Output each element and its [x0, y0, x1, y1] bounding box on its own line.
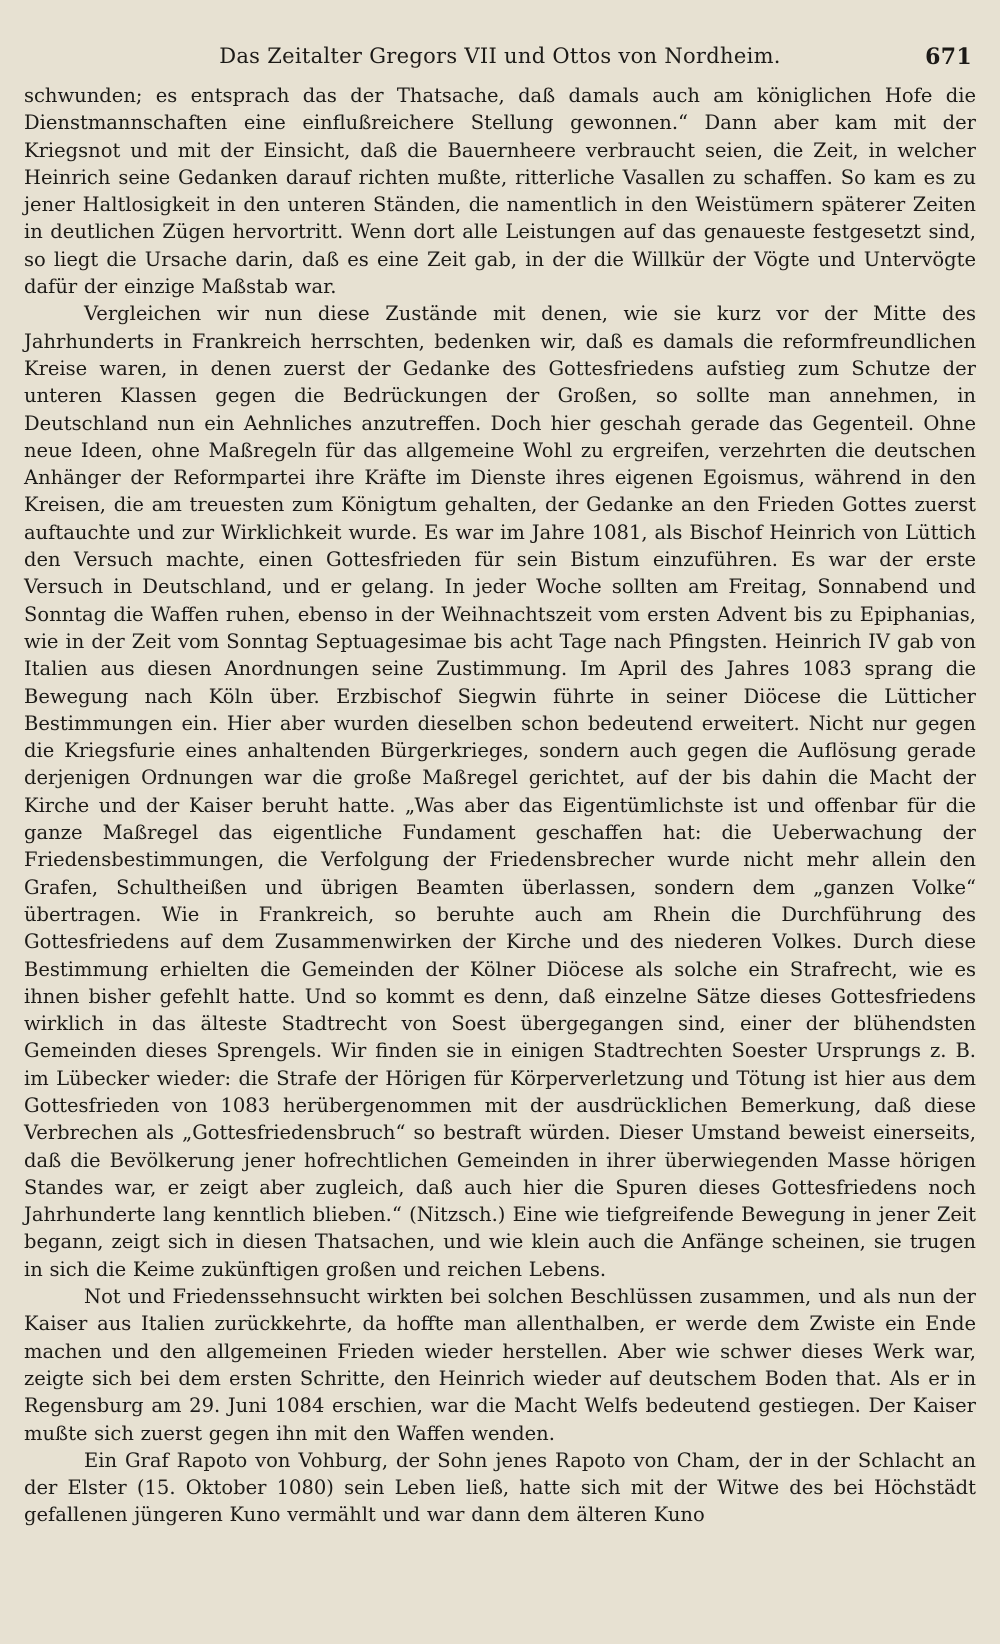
running-header: [24, 38, 976, 78]
text-body: [24, 82, 976, 1529]
paragraph-gottesfrieden: Vergleichen wir nun diese Zustände mit denen, wie sie kurz vor der Mitte des Jahrhunderts in Frankreich herrschten, bedenken wir, daß es damals die reformfreundlichen Kreise waren, in denen zuerst der Gedanke des Gottesfriedens aufstieg zum Schutze der unteren Klassen gegen die Bedrückungen der Großen, so sollte man annehmen, in Deutschland nun ein Aehnliches anzutreffen. Doch hier geschah gerade das Gegenteil. Ohne neue Ideen, ohne Maßregeln für das allgemeine Wohl zu ergreifen, verzehrten die deutschen Anhänger der Reformpartei ihre Kräfte im Dienste ihres eigenen Egoismus, während in den Kreisen, die am treuesten zum Königtum gehalten, der Gedanke an den Frieden Gottes zuerst auftauchte und zur Wirklichkeit wurde. Es war im Jahre 1081, als Bischof Heinrich von Lüttich den Versuch machte, einen Gottesfrieden für sein Bistum einzuführen. Es war der erste Versuch in Deutschland, und er gelang. In jeder Woche sollten am Freitag, Sonnabend und Sonntag die Waffen ruhen, ebenso in der Weihnachtszeit vom ersten Advent bis zu Epiphanias, wie in der Zeit vom Sonntag Septuagesimae bis acht Tage nach Pfingsten. Heinrich IV gab von Italien aus diesen Anordnungen seine Zustimmung. Im April des Jahres 1083 sprang die Bewegung nach Köln über. Erzbischof Siegwin führte in seiner Diöcese die Lütticher Bestimmungen ein. Hier aber wurden dieselben schon bedeutend erweitert. Nicht nur gegen die Kriegsfurie eines anhaltenden Bürgerkrieges, sondern auch gegen die Auflösung gerade derjenigen Ordnungen war die große Maßregel gerichtet, auf der bis dahin die Macht der Kirche und der Kaiser beruht hatte. „Was aber das Eigentümlichste ist und offenbar für die ganze Maßregel das eigentliche Fundament geschaffen hat: die Ueberwachung der Friedensbestimmungen, die Verfolgung der Friedensbrecher wurde nicht mehr allein den Grafen, Schultheißen und übrigen Beamten überlassen, sondern dem „ganzen Volke“ übertragen. Wie in Frankreich, so beruhte auch am Rhein die Durchführung des Gottesfriedens auf dem Zusammenwirken der Kirche und des niederen Volkes. Durch diese Bestimmung erhielten die Gemeinden der Kölner Diöcese als solche ein Strafrecht, wie es ihnen bisher gefehlt hatte. Und so kommt es denn, daß einzelne Sätze dieses Gottesfriedens wirklich in das älteste Stadtrecht von Soest übergegangen sind, einer der blühendsten Gemeinden dieses Sprengels. Wir finden sie in einigen Stadtrechten Soester Ursprungs z. B. im Lübecker wieder: die Strafe der Hörigen für Körperverletzung und Tötung ist hier aus dem Gottesfrieden von 1083 herübergenommen mit der ausdrücklichen Bemerkung, daß diese Verbrechen als „Gottesfriedensbruch“ so bestraft würden. Dieser Umstand beweist einerseits, daß die Bevölkerung jener hofrechtlichen Gemeinden in ihrer überwiegenden Masse hörigen Standes war, er zeigt aber zugleich, daß auch hier die Spuren dieses Gottesfriedens noch Jahrhunderte lang kenntlich blieben.“ (Nitzsch.) Eine wie tiefgreifende Bewegung in jener Zeit begann, zeigt sich in diesen Thatsachen, und wie klein auch die Anfänge scheinen, sie trugen in sich die Keime zukünftigen großen und reichen Lebens.: [24, 302, 976, 1281]
paragraph-kaiser-rueckkehr: Not und Friedenssehnsucht wirkten bei solchen Beschlüssen zusammen, und als nun der Kaiser aus Italien zurückkehrte, da hoffte man allenthalben, er werde dem Zwiste ein Ende machen und den allgemeinen Frieden wieder herstellen. Aber wie schwer dieses Werk war, zeigte sich bei dem ersten Schritte, den Heinrich wieder auf deutschem Boden that. Als er in Regensburg am 29. Juni 1084 erschien, war die Macht Welfs bedeutend gestiegen. Der Kaiser mußte sich zuerst gegen ihn mit den Waffen wenden.: [24, 1285, 976, 1445]
paragraph-continuation: schwunden; es entsprach das der Thatsache, daß damals auch am königlichen Hofe die Dienstmannschaften eine einflußreichere Stellung gewonnen.“ Dann aber kam mit der Kriegsnot und mit der Einsicht, daß die Bauernheere verbraucht seien, die Zeit, in welcher Heinrich seine Gedanken darauf richten mußte, ritterliche Vasallen zu schaffen. So kam es zu jener Haltlosigkeit in den unteren Ständen, die namentlich in den Weistümern späterer Zeiten in deutlichen Zügen hervortritt. Wenn dort alle Leistungen auf das genaueste festgesetzt sind, so liegt die Ursache darin, daß es eine Zeit gab, in der die Willkür der Vögte und Untervögte dafür der einzige Maßstab war.: [24, 84, 976, 299]
paragraph-rapoto: Ein Graf Rapoto von Vohburg, der Sohn jenes Rapoto von Cham, der in der Schlacht an der Elster (15. Oktober 1080) sein Leben ließ, hatte sich mit der Witwe des bei Höchstädt gefallenen jüngeren Kuno vermählt und war dann dem älteren Kuno: [24, 1448, 976, 1527]
page-number: 671: [925, 44, 972, 70]
running-title: Das Zeitalter Gregors VII und Ottos von Nordheim.: [219, 44, 781, 68]
